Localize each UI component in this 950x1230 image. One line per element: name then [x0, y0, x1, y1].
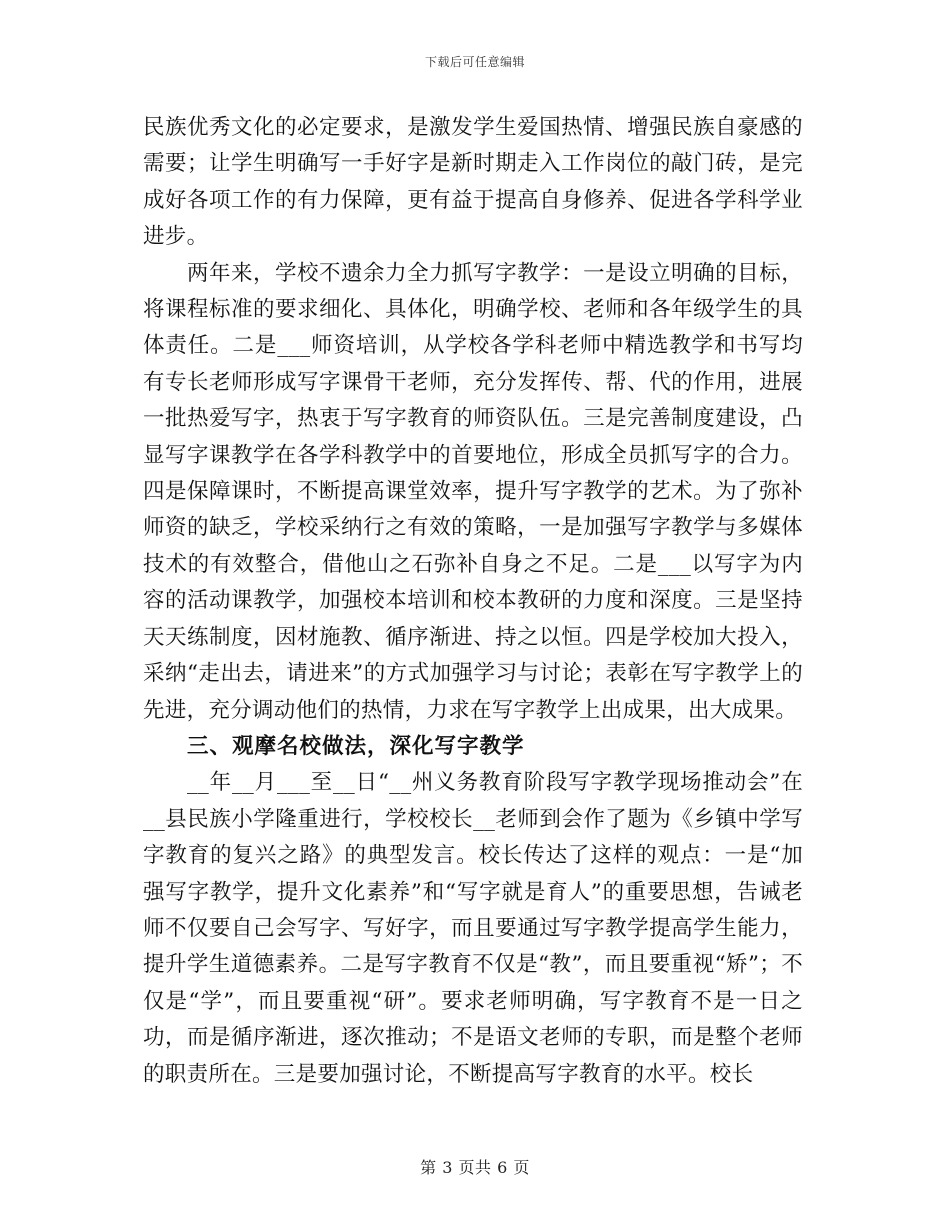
page-number-footer: 第 3 页共 6 页: [420, 1158, 530, 1177]
body-paragraph-2: 两年来，学校不遗余力全力抓写字教学：一是设立明确的目标，将课程标准的要求细化、具体化，明确学校、老师和各年级学生的具体责任。二是___师资培训，从学校各学科老师中精选教学和书写均有专长老师形成写字课骨干老师，充分发挥传、帮、代的作用，进展一批热爱写字，热衷于写字教育的师资队伍。三是完善制度建设，凸显写字课教学在各学科教学中的首要地位，形成全员抓写字的合力。四是保障课时，不断提高课堂效率，提升写字教学的艺术。为了弥补师资的缺乏，学校采纳行之有效的策略，一是加强写字教学与多媒体技术的有效整合，借他山之石弥补自身之不足。二是___以写字为内容的活动课教学，加强校本培训和校本教研的力度和深度。三是坚持天天练制度，因材施教、循序渐进、持之以恒。四是学校加大投入，采纳“走出去，请进来”的方式加强学习与讨论；表彰在写字教学上的先进，充分调动他们的热情，力求在写字教学上出成果，出大成果。: [143, 260, 803, 723]
document-body: [143, 110, 803, 1093]
page-header: 下载后可任意编辑: [424, 55, 525, 69]
body-paragraph-1: 民族优秀文化的必定要求，是激发学生爱国热情、增强民族自豪感的需要；让学生明确写一手好字是新时期走入工作岗位的敲门砖，是完成好各项工作的有力保障，更有益于提高自身修养、促进各学科学业进步。: [143, 115, 803, 250]
section-heading: 三、观摩名校做法，深化写字教学: [187, 733, 525, 759]
body-paragraph-3: __年__月___至__日“__州义务教育阶段写字教学现场推动会”在__县民族小学隆重进行，学校校长__老师到会作了题为《乡镇中学写字教育的复兴之路》的典型发言。校长传达了这样的观点：一是“加强写字教学，提升文化素养”和“写字就是育人”的重要思想，告诫老师不仅要自己会写字、写好字，而且要通过写字教学提高学生能力，提升学生道德素养。二是写字教育不仅是“教”，而且要重视“矫”；不仅是“学”，而且要重视“研”。要求老师明确，写字教育不是一日之功，而是循序渐进，逐次推动；不是语文老师的专职，而是整个老师的职责所在。三是要加强讨论，不断提高写字教育的水平。校长: [143, 770, 803, 1087]
